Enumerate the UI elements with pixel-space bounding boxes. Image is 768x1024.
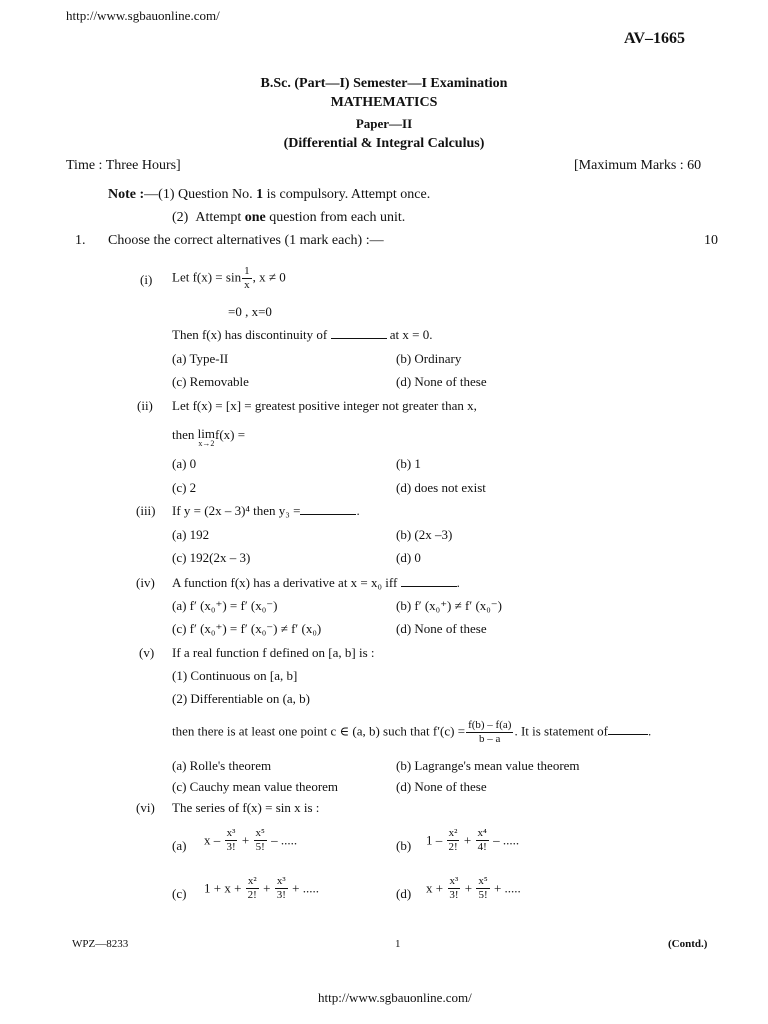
series-operator: + <box>259 880 274 896</box>
q-iii-option-b: (b) (2x –3) <box>396 527 453 542</box>
series-operator: + <box>460 832 475 848</box>
q-v-then-b: . It is statement of <box>514 723 608 739</box>
series-lead: x – <box>204 832 224 848</box>
footer-url: http://www.sgbauonline.com/ <box>318 990 472 1005</box>
series-term-1-den: 2! <box>247 889 257 901</box>
paper-code: AV–1665 <box>624 30 686 47</box>
note-2-text-b: question from each unit. <box>265 210 406 225</box>
q-vi-option-a-expr <box>204 828 297 853</box>
q-vi-option-a-label: (a) <box>172 838 187 853</box>
series-tail: + ..... <box>288 880 319 896</box>
series-term-2-den: 3! <box>276 889 286 901</box>
series-term-2-den: 4! <box>477 841 487 853</box>
q-iv-number: (iv) <box>136 575 155 590</box>
series-operator: + <box>238 832 253 848</box>
q-v-blank <box>608 733 648 735</box>
q-ii-option-b: (b) 1 <box>396 456 421 471</box>
series-term-1 <box>246 876 259 901</box>
q-ii-lim: lim <box>197 426 215 441</box>
series-term-2 <box>476 876 489 901</box>
q-ii-lim-sub: x→2 <box>198 439 215 448</box>
series-lead: 1 – <box>426 832 446 848</box>
q-ii-limit <box>198 427 215 448</box>
q-v-number: (v) <box>139 645 155 660</box>
note-line-1 <box>108 187 430 203</box>
q-v-frac-num: f(b) – f(a) <box>468 719 512 731</box>
q-i-option-d: (d) None of these <box>396 374 487 389</box>
q-iii-option-d: (d) 0 <box>396 550 421 565</box>
q-i-let <box>172 266 286 291</box>
q-i-stem-b: at x = 0. <box>389 327 433 342</box>
q-i-stem <box>172 327 432 343</box>
q-iv-option-c: (c) f′ (x₀⁺) = f′ (x₀⁻) ≠ f′ (x₀) <box>172 621 322 636</box>
q-v-option-d: (d) None of these <box>396 779 487 794</box>
q-i-frac-den: x <box>244 279 250 291</box>
top-url: http://www.sgbauonline.com/ <box>66 8 220 23</box>
q-iv-stem-a: A function f(x) has a derivative at x = x₀ iff <box>172 575 398 590</box>
note-1-prefix: —(1) <box>144 187 175 202</box>
q-vi-stem: The series of f(x) = sin x is : <box>172 800 320 815</box>
q1-text: Choose the correct alternatives (1 mark each) :— <box>108 233 384 248</box>
series-term-2 <box>275 876 288 901</box>
series-lead: 1 + x + <box>204 880 245 896</box>
note-line-2 <box>172 210 405 226</box>
q-i-number: (i) <box>140 272 153 287</box>
note-1-text-b: is compulsory. Attempt once. <box>263 187 431 202</box>
q-vi-option-c-expr <box>204 876 319 901</box>
q-iii-option-c: (c) 192(2x – 3) <box>172 550 251 565</box>
q-v-then-c: . <box>647 723 652 739</box>
q-v-then-a: then there is at least one point c ∈ (a, b) such that f′(c) = <box>172 723 466 739</box>
q-ii-option-a: (a) 0 <box>172 456 197 471</box>
series-term-2 <box>476 828 489 853</box>
series-tail: + ..... <box>490 880 521 896</box>
q-iii-blank <box>300 513 356 515</box>
series-term-1-den: 2! <box>448 841 458 853</box>
q-ii-option-c: (c) 2 <box>172 480 197 495</box>
series-term-1 <box>225 828 238 853</box>
q-ii-stem: Let f(x) = [x] = greatest positive integer not greater than x, <box>172 398 477 413</box>
q-ii-number: (ii) <box>137 398 153 413</box>
q-ii-then-text: then <box>172 427 195 442</box>
q-iii-number: (iii) <box>136 503 156 518</box>
q-i-option-c: (c) Removable <box>172 374 249 389</box>
q-ii-fx: f(x) = <box>214 427 246 442</box>
q-ii-option-d: (d) does not exist <box>396 480 486 495</box>
note-2-text-a: Attempt <box>195 210 245 225</box>
series-operator: + <box>461 880 476 896</box>
q-i-blank <box>331 337 387 339</box>
series-term-1 <box>447 828 460 853</box>
q-i-fraction <box>242 266 252 291</box>
note-1-text-a: Question No. <box>177 187 257 202</box>
q-iv-stem <box>172 575 460 591</box>
series-term-1-den: 3! <box>226 841 236 853</box>
footer-code: WPZ—8233 <box>72 938 129 950</box>
exam-title: B.Sc. (Part—I) Semester—I Examination <box>260 76 508 91</box>
series-term-1-num: x² <box>448 827 458 839</box>
q-i-frac-num: 1 <box>244 265 250 277</box>
series-term-1-den: 3! <box>449 889 459 901</box>
q-i-line2: =0 , x=0 <box>228 304 272 319</box>
q-ii-then <box>172 427 245 448</box>
q-v-condition-1: (1) Continuous on [a, b] <box>172 668 298 683</box>
max-marks: [Maximum Marks : 60 <box>574 158 702 173</box>
q-v-condition-2: (2) Differentiable on (a, b) <box>172 691 311 706</box>
q-iv-blank <box>401 585 457 587</box>
q-iv-stem-b: . <box>456 575 460 590</box>
series-term-2 <box>254 828 267 853</box>
series-term-1-num: x³ <box>226 827 236 839</box>
q-i-let-text: Let f(x) = sin <box>172 269 242 285</box>
note-1-bold: 1 <box>256 187 264 202</box>
q-iv-option-a: (a) f′ (x₀⁺) = f′ (x₀⁻) <box>172 598 278 613</box>
q-v-option-a: (a) Rolle's theorem <box>172 758 272 773</box>
time-label: Time : Three Hours] <box>66 158 181 173</box>
footer-contd: (Contd.) <box>668 938 708 950</box>
q-v-option-c: (c) Cauchy mean value theorem <box>172 779 339 794</box>
q-i-condition: , x ≠ 0 <box>252 269 286 285</box>
q1-marks: 10 <box>704 233 718 248</box>
q-vi-option-d-expr <box>426 876 521 901</box>
series-term-2-num: x⁵ <box>478 875 488 887</box>
paper-title: Paper—II <box>355 116 413 131</box>
q-iii-stem: If y = (2x – 3)⁴ then y₃ = . <box>172 503 360 518</box>
series-term-2-num: x³ <box>276 875 286 887</box>
q-iv-option-d: (d) None of these <box>396 621 487 636</box>
q-iii-stem-text: If y = (2x – 3)⁴ then y₃ = <box>172 503 301 518</box>
series-tail: – ..... <box>267 832 298 848</box>
q-v-then <box>172 720 651 745</box>
footer-page: 1 <box>395 938 401 950</box>
series-term-2-den: 5! <box>478 889 488 901</box>
subject-title: MATHEMATICS <box>330 95 438 110</box>
series-term-2-num: x⁵ <box>255 827 265 839</box>
series-tail: – ..... <box>489 832 520 848</box>
series-term-2-den: 5! <box>255 841 265 853</box>
note-2-prefix: (2) <box>172 210 189 225</box>
note-2-bold: one <box>244 210 266 225</box>
q-v-option-b: (b) Lagrange's mean value theorem <box>396 758 580 773</box>
q-iv-option-b: (b) f′ (x₀⁺) ≠ f′ (x₀⁻) <box>396 598 502 613</box>
series-term-1-num: x³ <box>449 875 459 887</box>
q-i-option-b: (b) Ordinary <box>396 351 462 366</box>
q-vi-option-c-label: (c) <box>172 886 187 901</box>
q-iii-option-a: (a) 192 <box>172 527 210 542</box>
q-v-stem: If a real function f defined on [a, b] is : <box>172 645 375 660</box>
q-vi-option-b-expr <box>426 828 519 853</box>
series-lead: x + <box>426 880 447 896</box>
series-term-1-num: x² <box>247 875 257 887</box>
q-i-stem-a: Then f(x) has discontinuity of <box>172 327 328 342</box>
q-vi-option-b-label: (b) <box>396 838 412 853</box>
q-v-fraction <box>466 720 513 745</box>
q-v-frac-den: b – a <box>479 733 501 745</box>
q-vi-number: (vi) <box>136 800 155 815</box>
note-label: Note : <box>108 187 145 202</box>
q-vi-option-d-label: (d) <box>396 886 412 901</box>
series-term-2-num: x⁴ <box>477 827 487 839</box>
q-i-option-a: (a) Type-II <box>172 351 229 366</box>
q1-number: 1. <box>75 233 86 248</box>
topic-title: (Differential & Integral Calculus) <box>283 136 485 151</box>
series-term-1 <box>447 876 460 901</box>
